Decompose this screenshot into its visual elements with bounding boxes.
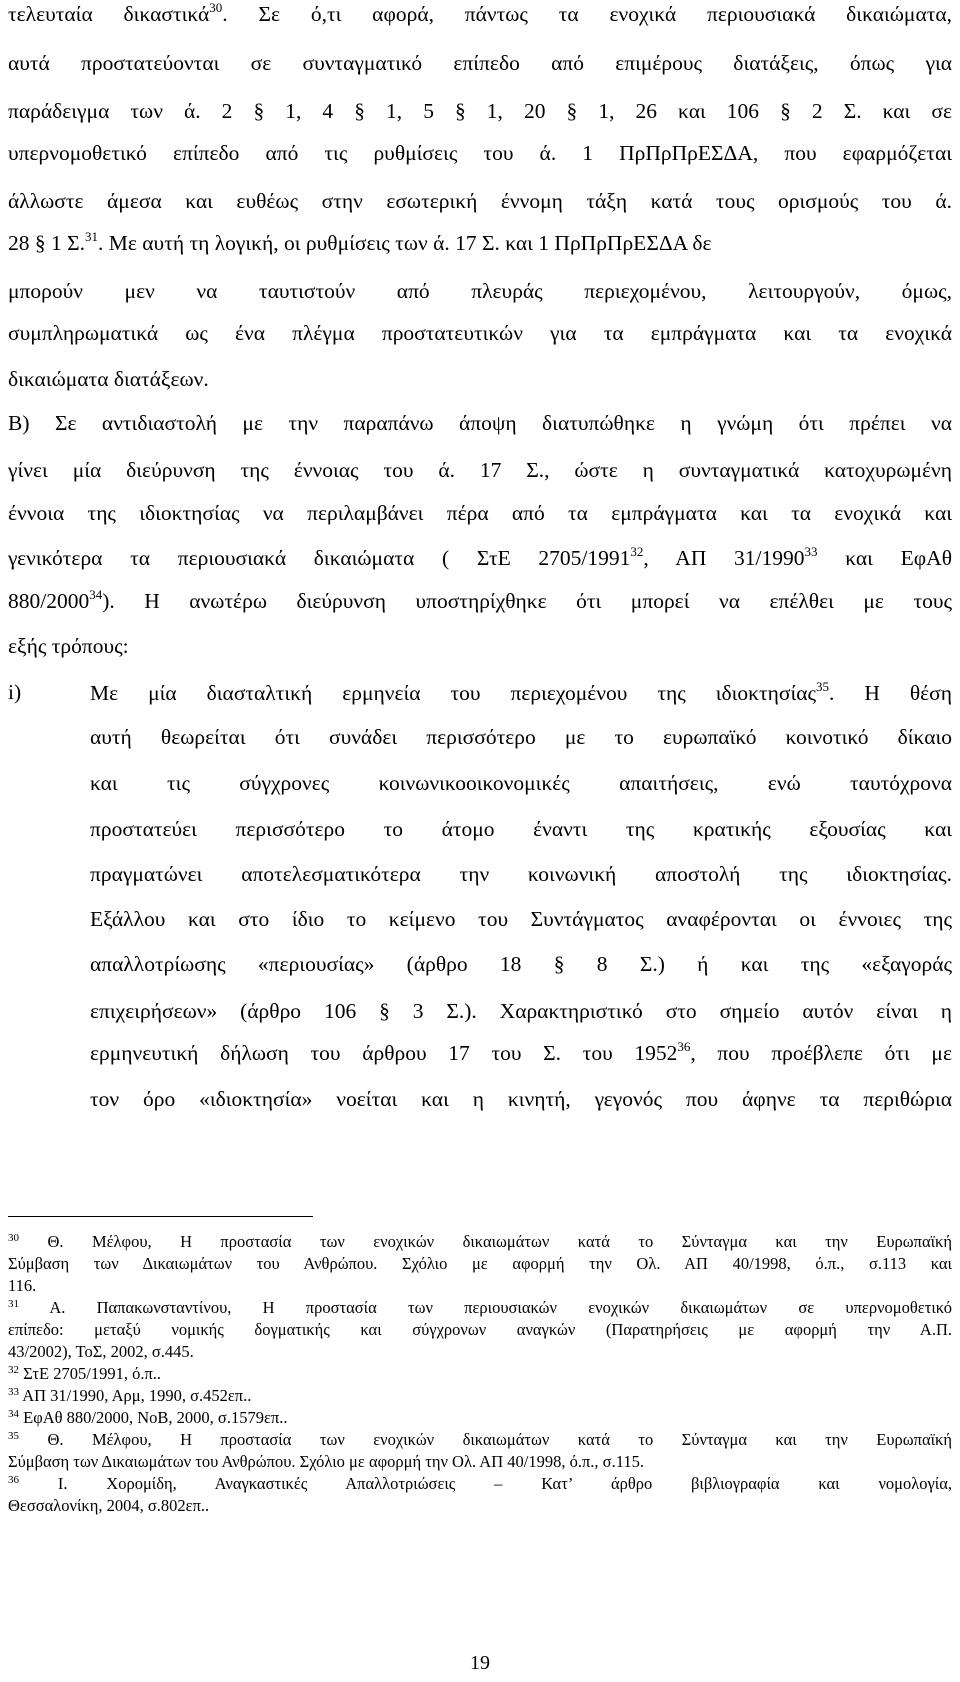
footnote-number: 30 bbox=[8, 1232, 19, 1244]
footnote-text: Θ. Μέλφου, Η προστασία των ενοχικών δικαιωμάτων κατά το Σύνταγμα και την Ευρωπαϊκή bbox=[47, 1232, 952, 1251]
footnote-number: 32 bbox=[8, 1364, 19, 1376]
list-line bbox=[90, 680, 952, 706]
body-line: παράδειγμα των ά. 2 § 1, 4 § 1, 5 § 1, 20 § 1, 26 και 106 § 2 Σ. και σε bbox=[8, 99, 952, 123]
list-line: προστατεύει περισσότερο το άτομο έναντι της κρατικής εξουσίας και bbox=[90, 817, 952, 841]
list-line: επιχειρήσεων» (άρθρο 106 § 3 Σ.). Χαρακτηριστικό στο σημείο αυτόν είναι η bbox=[90, 999, 952, 1023]
footnote-31-cont: επίπεδο: μεταξύ νομικής δογματικής και σύγχρονων αναγκών (Παρατηρήσεις με αφορμή την Α.Π. bbox=[8, 1320, 952, 1339]
list-line: Εξάλλου και στο ίδιο το κείμενο του Συντάγματος αναφέρονται οι έννοιες της bbox=[90, 907, 952, 931]
list-line: αυτή θεωρείται ότι συνάδει περισσότερο με το ευρωπαϊκό κοινοτικό δίκαιο bbox=[90, 725, 952, 749]
body-line: εξής τρόπους: bbox=[8, 634, 129, 658]
body-line: έννοια της ιδιοκτησίας να περιλαμβάνει πέρα από τα εμπράγματα και τα ενοχικά και bbox=[8, 501, 952, 525]
list-line: πραγματώνει αποτελεσματικότερα την κοινωνική αποστολή της ιδιοκτησίας. bbox=[90, 862, 952, 886]
footnote-ref[interactable]: 36 bbox=[677, 1039, 691, 1054]
text-run: , ΑΠ 31/1990 bbox=[643, 546, 805, 570]
text-run: 28 § 1 Σ. bbox=[8, 231, 86, 255]
list-line bbox=[90, 1040, 952, 1066]
text-run: . Η θέση bbox=[829, 681, 952, 705]
footnote-35-cont: Σύμβαση των Δικαιωμάτων του Ανθρώπου. Σχόλιο με αφορμή την Ολ. ΑΠ 40/1998, ό.π., σ.115. bbox=[8, 1452, 644, 1471]
body-line: Β) Σε αντιδιαστολή με την παραπάνω άποψη διατυπώθηκε η γνώμη ότι πρέπει να bbox=[8, 411, 952, 435]
footnote-separator bbox=[8, 1216, 313, 1217]
footnote-text: ΣτΕ 2705/1991, ό.π.. bbox=[23, 1364, 162, 1383]
body-line: γίνει μία διεύρυνση της έννοιας του ά. 17 Σ., ώστε η συνταγματικά κατοχυρωμένη bbox=[8, 458, 952, 482]
footnote-34 bbox=[8, 1408, 952, 1428]
footnote-ref[interactable]: 31 bbox=[85, 229, 99, 244]
footnote-number: 35 bbox=[8, 1430, 19, 1442]
footnote-30-cont: Σύμβαση των Δικαιωμάτων του Ανθρώπου. Σχόλιο με αφορμή την Ολ. ΑΠ 40/1998, ό.π., σ.113 και bbox=[8, 1254, 952, 1273]
footnote-31 bbox=[8, 1298, 952, 1318]
footnote-30 bbox=[8, 1232, 952, 1252]
footnote-number: 36 bbox=[8, 1474, 19, 1486]
footnote-36-cont: Θεσσαλονίκη, 2004, σ.802επ.. bbox=[8, 1496, 210, 1515]
footnote-number: 34 bbox=[8, 1408, 19, 1420]
text-run: . Με αυτή τη λογική, οι ρυθμίσεις των ά. 17 Σ. και 1 ΠρΠρΠρΕΣΔΑ δε bbox=[98, 231, 712, 255]
list-marker: i) bbox=[8, 680, 22, 704]
footnote-35 bbox=[8, 1430, 952, 1450]
footnote-31-cont: 43/2002), ΤοΣ, 2002, σ.445. bbox=[8, 1342, 194, 1361]
body-line: υπερνομοθετικό επίπεδο από τις ρυθμίσεις του ά. 1 ΠρΠρΠρΕΣΔΑ, που εφαρμόζεται bbox=[8, 141, 952, 165]
footnote-number: 33 bbox=[8, 1386, 19, 1398]
body-line: συμπληρωματικά ως ένα πλέγμα προστατευτικών για τα εμπράγματα και τα ενοχικά bbox=[8, 321, 952, 345]
text-run: τελευταία δικαστικά bbox=[8, 2, 210, 26]
text-run: ερμηνευτική δήλωση του άρθρου 17 του Σ. του 1952 bbox=[90, 1041, 678, 1065]
footnote-text: ΑΠ 31/1990, Αρμ, 1990, σ.452επ.. bbox=[22, 1386, 252, 1405]
text-run: . Σε ό,τι αφορά, πάντως τα ενοχικά περιουσιακά δικαιώματα, bbox=[222, 2, 952, 26]
body-line bbox=[8, 588, 952, 614]
body-line: άλλωστε άμεσα και ευθέως στην εσωτερική έννομη τάξη κατά τους ορισμούς του ά. bbox=[8, 189, 952, 213]
footnote-text: ΕφΑθ 880/2000, ΝοΒ, 2000, σ.1579επ.. bbox=[23, 1408, 288, 1427]
page-number: 19 bbox=[470, 1652, 490, 1674]
footnote-text: Ι. Χορομίδη, Αναγκαστικές Απαλλοτριώσεις – Κατ’ άρθρο βιβλιογραφία και νομολογία, bbox=[57, 1474, 953, 1493]
body-line: δικαιώματα διατάξεων. bbox=[8, 367, 209, 391]
footnote-ref[interactable]: 33 bbox=[804, 544, 818, 559]
footnote-33 bbox=[8, 1386, 952, 1406]
footnote-30-cont: 116. bbox=[8, 1276, 37, 1295]
text-run: 880/2000 bbox=[8, 589, 90, 613]
footnote-ref[interactable]: 32 bbox=[630, 544, 644, 559]
text-run: και ΕφΑθ bbox=[817, 546, 953, 570]
text-run: , που προέβλεπε ότι με bbox=[690, 1041, 952, 1065]
body-line bbox=[8, 545, 952, 571]
list-line: απαλλοτρίωσης «περιουσίας» (άρθρο 18 § 8 Σ.) ή και της «εξαγοράς bbox=[90, 952, 952, 976]
body-line: μπορούν μεν να ταυτιστούν από πλευράς περιεχομένου, λειτουργούν, όμως, bbox=[8, 279, 952, 303]
footnote-text: Α. Παπακωνσταντίνου, Η προστασία των περιουσιακών ενοχικών δικαιωμάτων σε υπερνομοθετικό bbox=[49, 1298, 953, 1317]
footnote-ref[interactable]: 30 bbox=[209, 0, 223, 15]
footnote-32 bbox=[8, 1364, 952, 1384]
text-run: γενικότερα τα περιουσιακά δικαιώματα ( ΣτΕ 2705/1991 bbox=[8, 546, 631, 570]
footnote-ref[interactable]: 34 bbox=[89, 587, 103, 602]
list-line: και τις σύγχρονες κοινωνικοοικονομικές απαιτήσεις, ενώ ταυτόχρονα bbox=[90, 771, 952, 795]
text-run: Με μία διασταλτική ερμηνεία του περιεχομένου της ιδιοκτησίας bbox=[90, 681, 817, 705]
body-line: αυτά προστατεύονται σε συνταγματικό επίπεδο από επιμέρους διατάξεις, όπως για bbox=[8, 51, 952, 75]
footnote-text: Θ. Μέλφου, Η προστασία των ενοχικών δικαιωμάτων κατά το Σύνταγμα και την Ευρωπαϊκή bbox=[47, 1430, 952, 1449]
footnote-number: 31 bbox=[8, 1298, 19, 1310]
body-line bbox=[8, 230, 952, 256]
text-run: ). Η ανωτέρω διεύρυνση υποστηρίχθηκε ότι μπορεί να επέλθει με τους bbox=[102, 589, 952, 613]
footnote-36 bbox=[8, 1474, 952, 1494]
footnote-ref[interactable]: 35 bbox=[816, 679, 830, 694]
body-line bbox=[8, 1, 952, 27]
list-line: τον όρο «ιδιοκτησία» νοείται και η κινητή, γεγονός που άφηνε τα περιθώρια bbox=[90, 1087, 952, 1111]
